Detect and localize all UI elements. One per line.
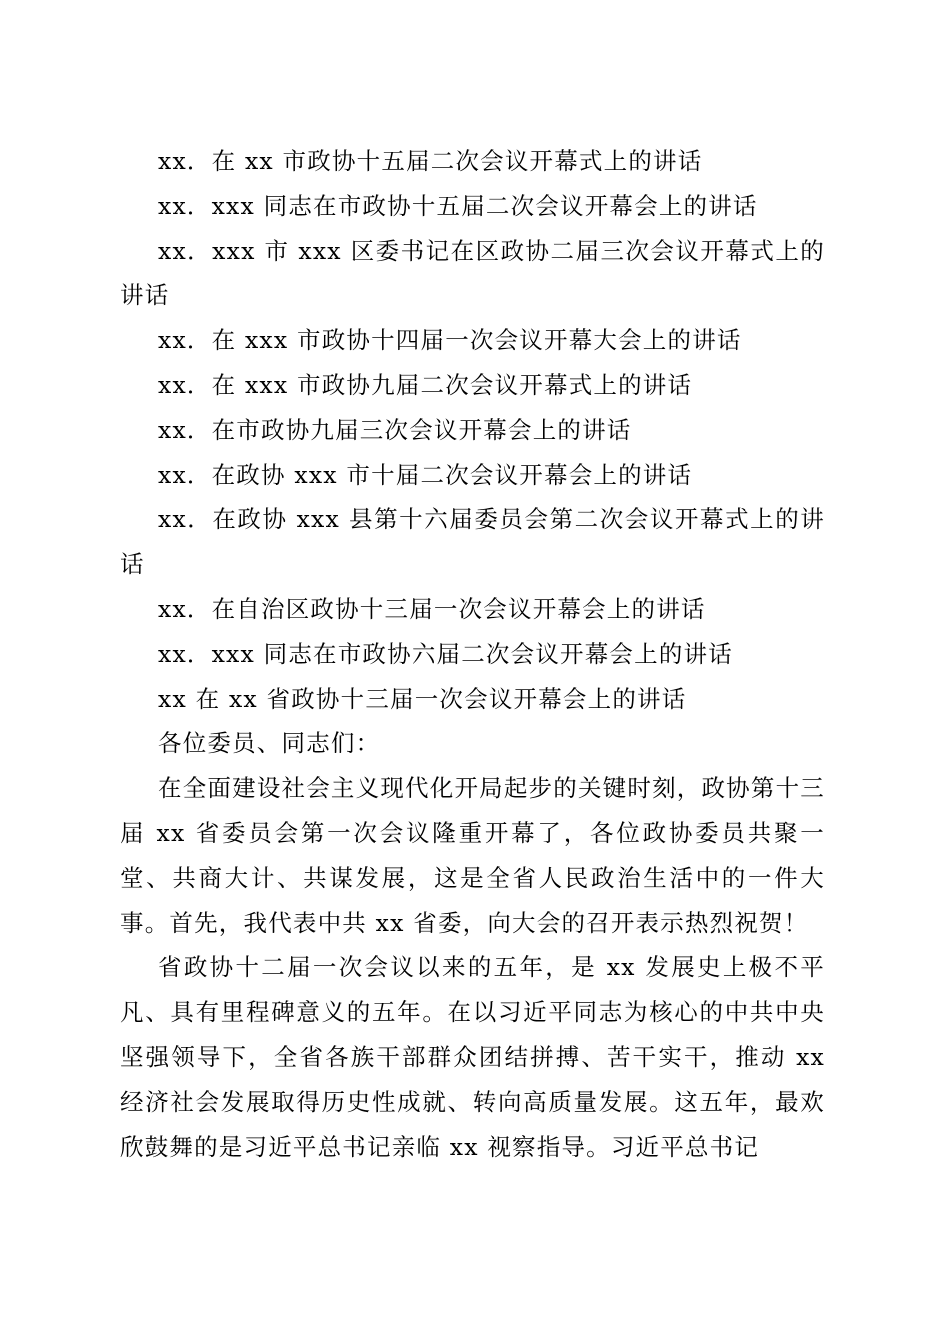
toc-item: xx．在政协 xxx 县第十六届委员会第二次会议开幕式上的讲话 xyxy=(120,505,825,579)
speech-title: xx 在 xx 省政协十三届一次会议开幕会上的讲话 xyxy=(158,684,687,713)
document-body xyxy=(120,139,825,1169)
speech-salutation: 各位委员、同志们： xyxy=(158,729,381,758)
toc-item: xx．在自治区政协十三届一次会议开幕会上的讲话 xyxy=(158,594,706,623)
body-paragraph: 省政协十二届一次会议以来的五年，是 xx 发展史上极不平凡、具有里程碑意义的五年。在以习近平同志为核心的中共中央坚强领导下，全省各族干部群众团结拼搏、苦干实干，推动 xx 经济社会发展取得历史性成就、转向高质量发展。这五年，最欢欣鼓舞的是习近平总书记亲临 xx 视察指导。习近平总书记 xyxy=(120,953,825,1161)
toc-item: xx．在 xxx 市政协十四届一次会议开幕大会上的讲话 xyxy=(158,326,742,355)
toc-item: xx．xxx 同志在市政协十五届二次会议开幕会上的讲话 xyxy=(158,191,758,220)
toc-item: xx．xxx 市 xxx 区委书记在区政协二届三次会议开幕式上的讲话 xyxy=(120,236,825,310)
toc-item: xx．在 xxx 市政协九届二次会议开幕式上的讲话 xyxy=(158,370,693,399)
body-paragraph: 在全面建设社会主义现代化开局起步的关键时刻，政协第十三届 xx 省委员会第一次会议隆重开幕了，各位政协委员共聚一堂、共商大计、共谋发展，这是全省人民政治生活中的一件大事。首先，我代表中共 xx 省委，向大会的召开表示热烈祝贺！ xyxy=(120,774,825,937)
toc-item: xx．在政协 xxx 市十届二次会议开幕会上的讲话 xyxy=(158,460,693,489)
toc-item: xx．xxx 同志在市政协六届二次会议开幕会上的讲话 xyxy=(158,639,733,668)
toc-item: xx．在 xx 市政协十五届二次会议开幕式上的讲话 xyxy=(158,147,703,175)
toc-item: xx．在市政协九届三次会议开幕会上的讲话 xyxy=(158,415,632,444)
